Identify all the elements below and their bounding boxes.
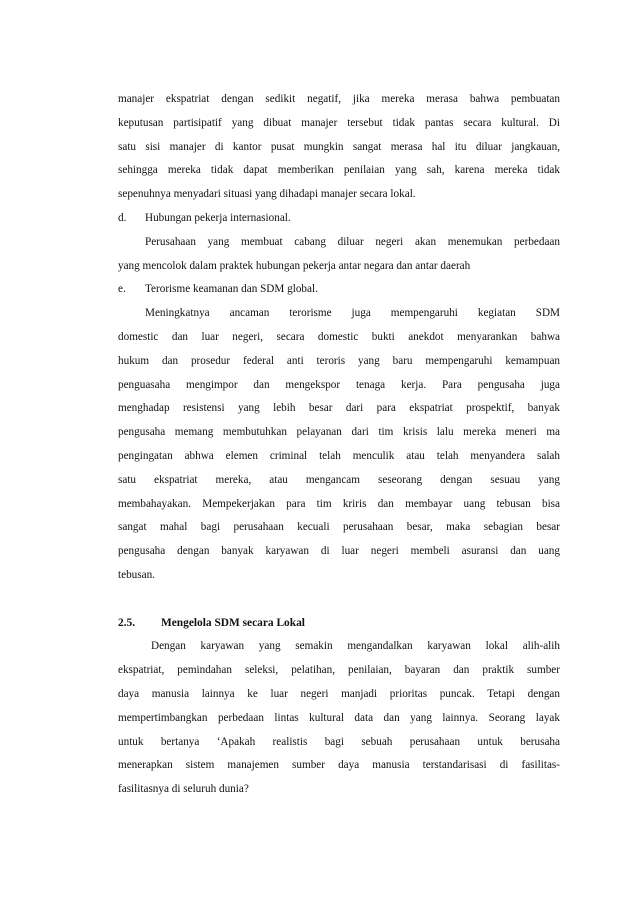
text-line: domestic dan luar negeri, secara domestic bukti anekdot menyarankan bahwa: [118, 330, 560, 343]
text-line: menerapkan sistem manajemen sumber daya manusia terstandarisasi di fasilitas-: [118, 759, 560, 772]
text-line: hukum dan prosedur federal anti teroris yang baru mempengaruhi kemampuan: [118, 354, 560, 367]
text-line: satu ekspatriat mereka, atau mengancam seseorang dengan sesuau yang: [118, 473, 560, 486]
document-page: [118, 88, 560, 802]
list-marker: d.: [118, 211, 127, 224]
paragraph-terorisme: [118, 302, 560, 588]
text-line: menghadap resistensi yang lebih besar dari para ekspatriat prospektif, banyak: [118, 402, 560, 415]
list-item-label: Terorisme keamanan dan SDM global.: [145, 283, 318, 296]
text-line: tebusan.: [118, 568, 155, 581]
text-line: mempertimbangkan perbedaan lintas kultural data dan yang lainnya. Seorang layak: [118, 711, 560, 724]
section-spacer: [118, 588, 560, 612]
paragraph-manajer-ekspatriat: [118, 88, 560, 207]
section-number: 2.5.: [118, 616, 136, 629]
paragraph-hubungan-pekerja: [118, 231, 560, 279]
text-line: daya manusia lainnya ke luar negeri manjadi prioritas puncak. Tetapi dengan: [118, 687, 560, 700]
text-line: pengusaha memang membutuhkan pelayanan dari tim krisis lalu mereka meneri ma: [118, 426, 560, 439]
text-line: Dengan karyawan yang semakin mengandalkan karyawan lokal alih-alih: [151, 640, 560, 653]
text-line: Perusahaan yang membuat cabang diluar negeri akan menemukan perbedaan: [145, 235, 560, 248]
text-line: manajer ekspatriat dengan sedikit negatif, jika mereka merasa bahwa pembuatan: [118, 93, 560, 105]
text-line: sepenuhnya menyadari situasi yang dihadapi manajer secara lokal.: [118, 188, 416, 201]
text-line: penguasaha mengimpor dan mengekspor tenaga kerja. Para pengusaha juga: [118, 378, 560, 391]
text-line: membahayakan. Mempekerjakan para tim kriris dan membayar uang tebusan bisa: [118, 497, 560, 510]
text-line: yang mencolok dalam praktek hubungan pekerja antar negara dan antar daerah: [118, 259, 471, 272]
section-title: Mengelola SDM secara Lokal: [161, 616, 305, 629]
text-line: pengusaha dengan banyak karyawan di luar negeri membeli asuransi dan uang: [118, 545, 560, 558]
list-item-label: Hubungan pekerja internasional.: [145, 211, 291, 224]
list-item-e: [118, 278, 560, 302]
text-line: sangat mahal bagi perusahaan kecuali perusahaan besar, maka sebagian besar: [118, 521, 560, 534]
text-line: pengingatan abhwa elemen criminal telah menculik atau telah menyandera salah: [118, 449, 560, 462]
list-item-d: [118, 207, 560, 231]
text-line: Meningkatnya ancaman terorisme juga mempengaruhi kegiatan SDM: [145, 307, 560, 320]
text-line: sehingga mereka tidak dapat memberikan penilaian yang sah, karena mereka tidak: [118, 164, 560, 177]
text-line: keputusan partisipatif yang dibuat manajer tersebut tidak pantas secara kultural. Di: [118, 116, 560, 129]
paragraph-mengelola-sdm: [118, 635, 560, 802]
text-line: satu sisi manajer di kantor pusat mungkin sangat merasa hal itu diluar jangkauan,: [118, 140, 560, 153]
text-line: untuk bertanya ‘Apakah realistis bagi sebuah perusahaan untuk berusaha: [118, 735, 560, 748]
list-marker: e.: [118, 283, 126, 296]
text-line: fasilitasnya di seluruh dunia?: [118, 783, 249, 796]
text-line: ekspatriat, pemindahan seleksi, pelatihan, penilaian, bayaran dan praktik sumber: [118, 664, 560, 677]
section-heading: [118, 612, 560, 636]
